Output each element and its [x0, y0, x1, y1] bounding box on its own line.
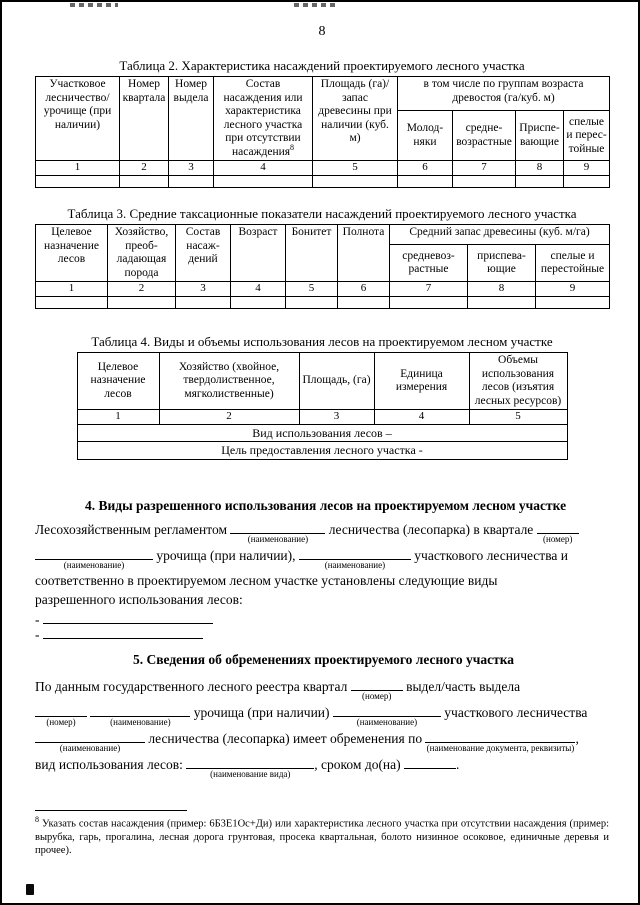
line-text: По данным государственного лесного реестра квартал	[35, 679, 348, 694]
empty-cell	[169, 176, 214, 188]
form-line	[35, 547, 609, 573]
header-cell: приспева-ющие	[468, 245, 536, 282]
header-group-cell: Средний запас древесины (куб. м/га)	[390, 225, 610, 245]
number-cell: 5	[469, 410, 567, 425]
scan-artifact	[294, 3, 338, 7]
number-cell: 8	[468, 282, 536, 297]
table4-block	[35, 334, 609, 460]
header-cell: Возраст	[231, 225, 286, 282]
table-3	[35, 224, 610, 309]
scan-artifact	[70, 3, 118, 7]
blank-field	[333, 704, 441, 727]
empty-cell	[120, 176, 169, 188]
form-line	[35, 521, 609, 547]
field-caption: (наименование)	[63, 560, 125, 570]
line-text: Лесохозяйственным регламентом	[35, 522, 228, 537]
empty-cell	[564, 176, 610, 188]
number-cell: 3	[169, 161, 214, 176]
empty-cell	[108, 297, 176, 309]
line-text: , сроком до(на)	[314, 757, 401, 772]
line-text: урочища (при наличии),	[156, 548, 296, 563]
number-cell: 4	[374, 410, 469, 425]
blank-field	[425, 730, 575, 753]
header-cell: Состав насаж-дений	[176, 225, 231, 282]
field-caption: (наименование)	[110, 717, 171, 727]
number-cell: 5	[286, 282, 338, 297]
empty-cell	[516, 176, 564, 188]
header-cell: Площадь, (га)	[299, 353, 374, 410]
header-cell: Хозяйство, преоб-ладающая порода	[108, 225, 176, 282]
number-cell: 7	[453, 161, 516, 176]
header-cell	[214, 77, 313, 161]
blank-field	[35, 547, 153, 570]
list-dash: -	[35, 612, 40, 627]
header-group-cell: в том числе по группам возраста древостоя (га/куб. м)	[398, 77, 610, 111]
header-cell: Приспе-вающие	[516, 111, 564, 161]
number-cell: 5	[313, 161, 398, 176]
text-line: соответственно в проектируемом лесном участке установлены следующие виды	[35, 573, 498, 588]
header-cell: Целевое назначение лесов	[36, 225, 108, 282]
line-text: участкового лесничества	[444, 705, 588, 720]
header-cell: Объемы использования лесов (изъятия лесных ресурсов)	[469, 353, 567, 410]
header-cell: Бонитет	[286, 225, 338, 282]
blank-field	[90, 704, 190, 727]
list-dash: -	[35, 627, 40, 642]
line-text: участкового лесничества и	[414, 548, 568, 563]
line-text: вид использования лесов:	[35, 757, 183, 772]
empty-cell	[536, 297, 610, 309]
header-cell: Номер выдела	[169, 77, 214, 161]
field-caption: (наименование)	[59, 743, 121, 753]
line-text: лесничества (лесопарка) в квартале	[328, 522, 534, 537]
section4-heading: 4. Виды разрешенного использования лесов на проектируемом лесном участке	[85, 498, 567, 513]
footnote-reference: 8	[290, 142, 295, 152]
footnote-block	[35, 810, 609, 857]
number-cell: 9	[564, 161, 610, 176]
table-4	[77, 352, 568, 460]
line-text: выдел/часть выдела	[406, 679, 521, 694]
header-cell: Единица измерения	[374, 353, 469, 410]
blank-field	[186, 756, 314, 779]
field-caption: (номер)	[362, 691, 392, 701]
blank-field	[299, 547, 411, 570]
field-caption: (наименование документа, реквизиты)	[426, 743, 575, 753]
blank-field	[35, 704, 87, 727]
field-caption: (наименование)	[247, 534, 309, 544]
number-cell: 1	[77, 410, 159, 425]
number-cell: 3	[176, 282, 231, 297]
empty-cell	[468, 297, 536, 309]
number-cell: 2	[120, 161, 169, 176]
line-text: лесничества (лесопарка) имеет обременения по	[148, 731, 423, 746]
text-line: разрешенного использования лесов:	[35, 592, 243, 607]
header-cell: средневоз-растные	[390, 245, 468, 282]
scan-artifact	[26, 884, 34, 895]
field-caption: (наименование вида)	[210, 769, 291, 779]
header-cell: средне-возрастные	[453, 111, 516, 161]
table2-title: Таблица 2. Характеристика насаждений проектируемого лесного участка	[119, 58, 525, 73]
number-cell: 7	[390, 282, 468, 297]
header-text: Состав насаждения или характеристика лесного участка при отсутствии насаждения	[223, 78, 303, 158]
form-line	[35, 678, 609, 704]
form-line	[35, 704, 609, 730]
merged-row-vid: Вид использования лесов –	[77, 425, 567, 442]
empty-cell	[176, 297, 231, 309]
table4-title: Таблица 4. Виды и объемы использования лесов на проектируемом лесном участке	[91, 334, 553, 349]
merged-row-cel: Цель предоставления лесного участка -	[77, 442, 567, 459]
section-5	[35, 652, 609, 782]
number-cell: 1	[36, 161, 120, 176]
number-cell: 8	[516, 161, 564, 176]
line-text: .	[456, 757, 460, 772]
table2-block	[35, 58, 609, 188]
empty-cell	[214, 176, 313, 188]
table3-title: Таблица 3. Средние таксационные показатели насаждений проектируемого лесного участка	[67, 206, 577, 221]
footnote-text: Указать состав насаждения (пример: 6Б3Е1Ос+Ди) или характеристика лесного участка при отсутствии насаждения (пример: вырубка, гарь, прогалина, лесная дорога грунтовая, просека квартальная, болото низинное осоковое, единичные деревья и прочее).	[35, 818, 609, 856]
footnote-text-line	[35, 815, 609, 857]
empty-cell	[36, 176, 120, 188]
number-cell: 6	[338, 282, 390, 297]
header-cell: Полнота	[338, 225, 390, 282]
number-cell: 2	[159, 410, 299, 425]
blank-field	[404, 756, 456, 769]
header-cell: Молод-няки	[398, 111, 453, 161]
empty-cell	[36, 297, 108, 309]
empty-cell	[231, 297, 286, 309]
table3-block	[35, 206, 609, 309]
empty-cell	[390, 297, 468, 309]
header-cell: спелые и перес-тойные	[564, 111, 610, 161]
list-item-blank	[35, 626, 609, 641]
blank-field	[230, 521, 325, 544]
page-number: 8	[318, 24, 326, 39]
empty-cell	[398, 176, 453, 188]
line-text: ,	[575, 731, 579, 746]
number-cell: 3	[299, 410, 374, 425]
blank-field	[537, 521, 579, 544]
field-caption: (номер)	[543, 534, 573, 544]
form-line	[35, 730, 609, 756]
blank-field	[43, 626, 203, 639]
number-cell: 1	[36, 282, 108, 297]
field-caption: (наименование)	[324, 560, 386, 570]
number-cell: 9	[536, 282, 610, 297]
list-item-blank	[35, 611, 609, 626]
number-cell: 2	[108, 282, 176, 297]
field-caption: (номер)	[46, 717, 76, 727]
empty-cell	[286, 297, 338, 309]
section5-heading: 5. Сведения об обременениях проектируемого лесного участка	[133, 652, 515, 667]
header-cell: Площадь (га)/ запас древесины при наличии (куб. м)	[313, 77, 398, 161]
header-cell: Хозяйство (хвойное, твердолиственное, мягколиственные)	[159, 353, 299, 410]
number-cell: 4	[214, 161, 313, 176]
empty-cell	[313, 176, 398, 188]
empty-cell	[453, 176, 516, 188]
number-cell: 4	[231, 282, 286, 297]
section-4	[35, 498, 609, 641]
footnote-separator	[35, 810, 187, 811]
header-cell: Номер квартала	[120, 77, 169, 161]
number-cell: 6	[398, 161, 453, 176]
header-cell: Целевое назначение лесов	[77, 353, 159, 410]
blank-field	[43, 611, 213, 624]
header-cell: Участковое лесничество/ урочище (при наличии)	[36, 77, 120, 161]
field-caption: (наименование)	[356, 717, 418, 727]
blank-field	[351, 678, 403, 701]
header-cell: спелые и перестойные	[536, 245, 610, 282]
footnote-marker: 8	[35, 815, 39, 824]
empty-cell	[338, 297, 390, 309]
form-line	[35, 756, 609, 782]
table-2	[35, 76, 610, 188]
blank-field	[35, 730, 145, 753]
line-text: урочища (при наличии)	[193, 705, 330, 720]
